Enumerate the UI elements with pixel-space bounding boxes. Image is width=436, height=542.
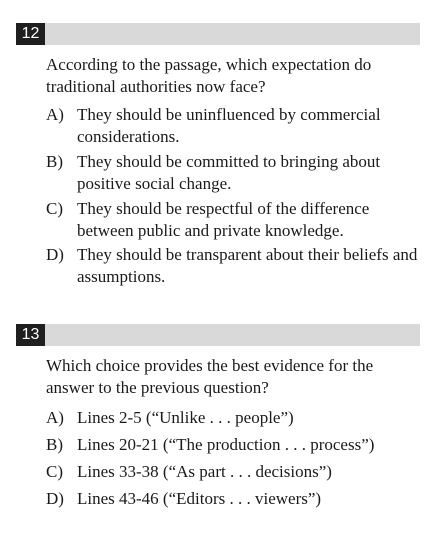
question-13-choice-d[interactable] bbox=[46, 488, 426, 510]
question-13-header-bar bbox=[16, 324, 420, 346]
question-12-choice-d[interactable] bbox=[46, 244, 426, 288]
choice-letter: C) bbox=[46, 199, 63, 218]
choice-letter: C) bbox=[46, 462, 63, 481]
question-13-choice-a[interactable] bbox=[46, 407, 426, 429]
question-12-choice-b[interactable] bbox=[46, 151, 426, 195]
choice-text: They should be respectful of the difference between public and private knowledge. bbox=[77, 199, 370, 240]
choice-text: Lines 2-5 (“Unlike . . . people”) bbox=[77, 408, 294, 427]
question-13-choice-b[interactable] bbox=[46, 434, 426, 456]
question-12-choice-c[interactable] bbox=[46, 198, 426, 242]
question-13-choice-c[interactable] bbox=[46, 461, 426, 483]
choice-letter: B) bbox=[46, 435, 63, 454]
choice-text: Lines 33-38 (“As part . . . decisions”) bbox=[77, 462, 332, 481]
question-13-stem: Which choice provides the best evidence for the answer to the previous question? bbox=[46, 356, 374, 397]
choice-text: Lines 43-46 (“Editors . . . viewers”) bbox=[77, 489, 322, 508]
question-12-stem: According to the passage, which expectation do traditional authorities now face? bbox=[46, 55, 372, 96]
question-number: 13 bbox=[16, 324, 45, 346]
question-12-choice-a[interactable] bbox=[46, 104, 426, 148]
choice-text: They should be committed to bringing about positive social change. bbox=[77, 152, 381, 193]
choice-letter: A) bbox=[46, 105, 64, 124]
choice-text: They should be transparent about their beliefs and assumptions. bbox=[77, 245, 418, 286]
choice-text: They should be uninfluenced by commercial considerations. bbox=[77, 105, 381, 146]
question-number: 12 bbox=[16, 23, 45, 45]
choice-letter: D) bbox=[46, 245, 64, 264]
choice-text: Lines 20-21 (“The production . . . process”) bbox=[77, 435, 375, 454]
choice-letter: D) bbox=[46, 489, 64, 508]
choice-letter: A) bbox=[46, 408, 64, 427]
choice-letter: B) bbox=[46, 152, 63, 171]
question-12-header-bar bbox=[16, 23, 420, 45]
